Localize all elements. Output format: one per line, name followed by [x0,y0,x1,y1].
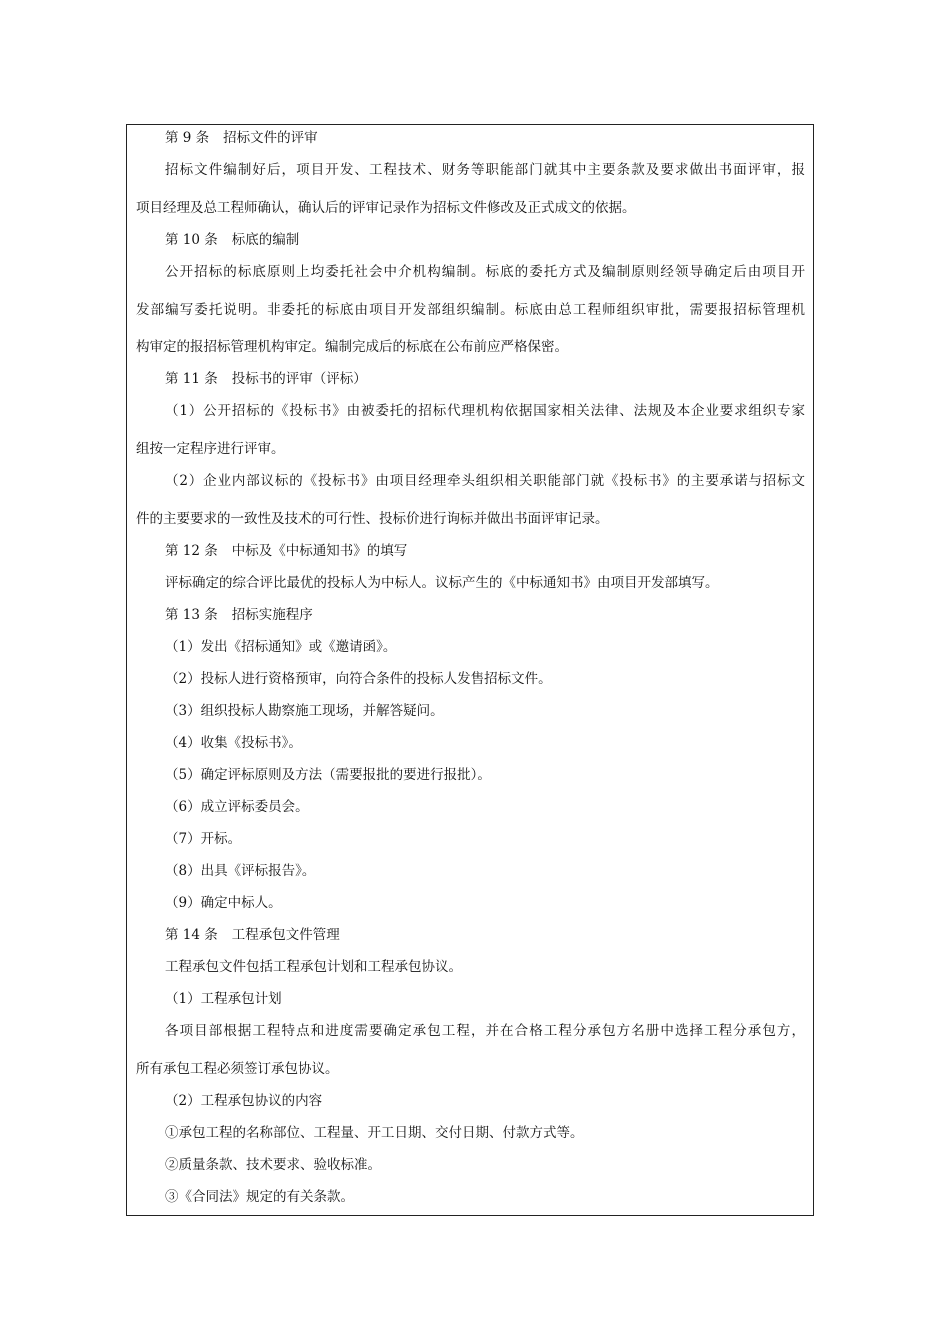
paragraph-line: （4）收集《投标书》。 [165,735,302,751]
paragraph-line: 构审定的报招标管理机构审定。编制完成后的标底在公布前应严格保密。 [136,339,568,355]
paragraph-line: ②质量条款、技术要求、验收标准。 [165,1157,381,1173]
article-number: 第 12 条 [165,543,218,559]
paragraph-line: （5）确定评标原则及方法（需要报批的要进行报批）。 [165,767,491,783]
article-number: 第 9 条 [165,130,210,146]
paragraph-line: （2）投标人进行资格预审，向符合条件的投标人发售招标文件。 [165,671,552,687]
article-heading [127,128,813,148]
paragraph-line: 发部编写委托说明。非委托的标底由项目开发部组织编制。标底由总工程师组织审批，需要报招标管理机 [136,302,805,318]
paragraph-line: （2）企业内部议标的《投标书》由项目经理牵头组织相关职能部门就《投标书》的主要承诺与招标文 [165,473,805,489]
paragraph-line: ③《合同法》规定的有关条款。 [165,1189,354,1205]
paragraph-line: （9）确定中标人。 [165,895,282,911]
article-number: 第 13 条 [165,607,218,623]
paragraph-line: （8）出具《评标报告》。 [165,863,316,879]
article-title: 招标实施程序 [231,607,313,623]
paragraph-line: 组按一定程序进行评审。 [136,441,285,457]
paragraph-line: （1）工程承包计划 [165,991,282,1007]
paragraph-line: 公开招标的标底原则上均委托社会中介机构编制。标底的委托方式及编制原则经领导确定后由项目开 [165,264,805,280]
article-number: 第 14 条 [165,927,218,943]
paragraph-line: 件的主要要求的一致性及技术的可行性、投标价进行询标并做出书面评审记录。 [136,511,609,527]
paragraph-line: （1）发出《招标通知》或《邀请函》。 [165,639,397,655]
paragraph-line: 项目经理及总工程师确认，确认后的评审记录作为招标文件修改及正式成文的依据。 [136,200,636,216]
paragraph-line: 工程承包文件包括工程承包计划和工程承包协议。 [165,959,462,975]
article-heading [127,541,813,561]
document-frame [126,124,814,1216]
article-title: 中标及《中标通知书》的填写 [231,543,408,559]
article-number: 第 11 条 [165,371,218,387]
paragraph-line: 所有承包工程必须签订承包协议。 [136,1061,339,1077]
paragraph-line: （2）工程承包协议的内容 [165,1093,323,1109]
paragraph-line: ①承包工程的名称部位、工程量、开工日期、交付日期、付款方式等。 [165,1125,584,1141]
paragraph-line: 招标文件编制好后，项目开发、工程技术、财务等职能部门就其中主要条款及要求做出书面评审，报 [165,162,805,178]
article-title: 标底的编制 [231,232,300,248]
article-heading [127,925,813,945]
article-heading [127,230,813,250]
article-heading [127,605,813,625]
article-heading [127,369,813,389]
article-title: 招标文件的评审 [223,130,318,146]
article-title: 工程承包文件管理 [231,927,340,943]
paragraph-line: 各项目部根据工程特点和进度需要确定承包工程，并在合格工程分承包方名册中选择工程分承包方， [165,1023,805,1039]
paragraph-line: 评标确定的综合评比最优的投标人为中标人。议标产生的《中标通知书》由项目开发部填写。 [165,575,719,591]
article-number: 第 10 条 [165,232,218,248]
article-title: 投标书的评审（评标） [231,371,367,387]
paragraph-line: （1）公开招标的《投标书》由被委托的招标代理机构依据国家相关法律、法规及本企业要求组织专家 [165,403,805,419]
paragraph-line: （7）开标。 [165,831,242,847]
paragraph-line: （3）组织投标人勘察施工现场，并解答疑问。 [165,703,444,719]
paragraph-line: （6）成立评标委员会。 [165,799,309,815]
